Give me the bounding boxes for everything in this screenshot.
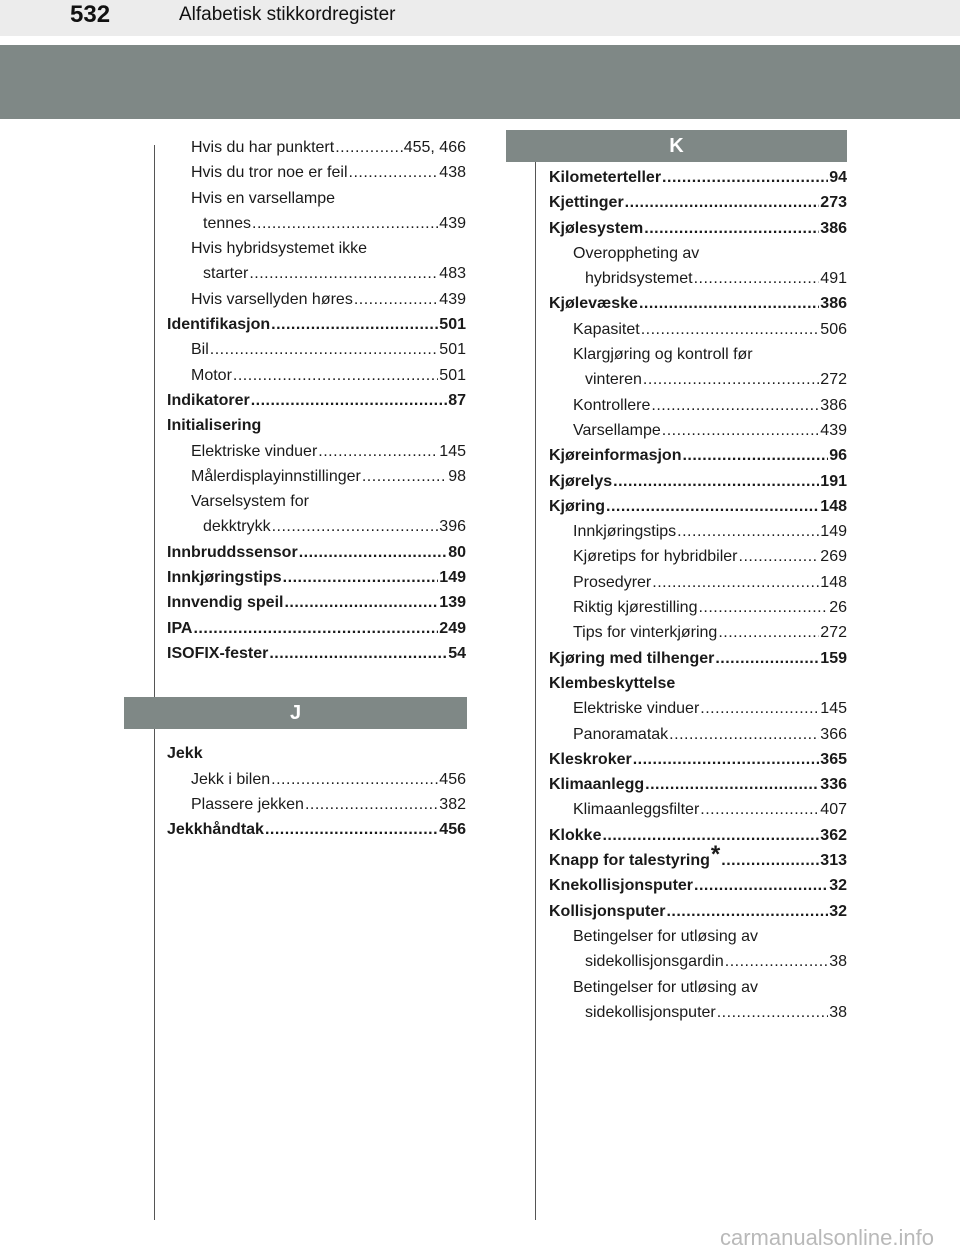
index-entry-label: Plassere jekken [191,795,304,813]
index-entry-label: Indikatorer [167,391,250,409]
index-entry-label: Knekollisjonsputer [549,877,694,895]
dot-leader [606,494,819,519]
index-entry-page: 456 [439,770,466,788]
index-entry-page: 80 [448,543,466,561]
index-entry [167,439,466,464]
index-entry-label: Kjølevæske [549,295,638,313]
index-entry-label: ISOFIX-fester [167,644,269,662]
index-list-j [167,741,466,842]
dot-leader [666,899,828,924]
dot-leader [644,216,819,241]
index-entry-label: Kleskroker [549,750,632,768]
dot-leader [271,312,438,337]
index-entry [549,443,847,468]
dot-leader [677,519,819,544]
index-entry-page: 336 [820,776,847,794]
index-entry-label: Kjørelys [549,472,613,490]
dot-leader [625,190,820,215]
index-entry-page: 269 [820,548,847,566]
dot-leader [354,287,438,312]
dot-leader [362,464,447,489]
index-entry-label: sidekollisjonsputer [585,1003,716,1021]
index-entry [167,211,466,236]
index-list-k [549,165,847,1025]
index-entry-label: vinteren [585,371,642,389]
index-entry-label: Klokke [549,826,602,844]
index-entry [549,873,847,898]
index-entry-label: starter [203,265,249,283]
index-entry-label: Hvis du har punktert [191,139,335,156]
index-entry-label: Hvis hybridsystemet ikke [191,240,368,258]
index-entry-label: Kjøring [549,497,605,515]
index-entry-label: Kilometerteller [549,169,662,186]
index-entry [167,135,466,160]
index-entry [549,317,847,342]
index-entry-page: 455, 466 [403,139,466,156]
index-entry-page: 362 [820,826,847,844]
index-entry-page: 249 [439,619,466,637]
dot-leader [193,616,438,641]
dot-leader [269,641,447,666]
index-entry [167,540,466,565]
watermark: carmanualsonline.info [719,1225,934,1250]
footnote-star: * [710,841,721,869]
dot-leader [739,544,820,569]
page-header [0,0,960,36]
index-entry-page: 38 [829,953,847,971]
index-entry-label: Initialisering [167,417,262,435]
dot-leader [721,848,819,873]
index-entry [549,1000,847,1025]
dot-leader [694,266,820,291]
index-entry-page: 366 [820,725,847,743]
index-entry-page: 149 [439,569,466,587]
index-entry-label: Kjettinger [549,194,624,212]
index-entry-label: Tips for vinterkjøring [573,624,718,642]
index-entry-label: Klimaanlegg [549,776,645,794]
index-entry-label: Motor [191,366,232,384]
dot-leader [265,817,438,842]
index-entry-label: tennes [203,214,252,232]
dot-leader [669,722,819,747]
index-entry [167,261,466,286]
index-entry-page: 273 [820,194,847,212]
index-entry [549,216,847,241]
index-entry-label: Elektriske vinduer [191,442,318,460]
right-column-rule [535,145,536,1220]
index-entry-label: Innkjøringstips [167,569,282,587]
index-entry-page: 139 [439,594,466,612]
dot-leader [717,1000,828,1025]
dot-leader [210,337,439,362]
dot-leader [662,165,828,190]
index-entry-label: hybridsystemet [585,270,693,288]
index-entry [167,413,466,438]
index-entry [549,342,847,367]
index-entry-label: Varsellampe [573,421,661,439]
index-entry-page: 272 [820,371,847,389]
index-entry [167,817,466,842]
dot-leader [700,696,819,721]
index-entry-page: 272 [820,624,847,642]
index-entry [167,741,466,766]
index-entry [549,924,847,949]
index-entry [167,363,466,388]
dot-leader [233,363,438,388]
index-entry-page: 382 [439,795,466,813]
index-entry [167,514,466,539]
index-entry [549,544,847,569]
page-number: 532 [70,1,111,28]
index-entry-label: Målerdisplayinnstillinger [191,467,361,485]
index-entry-page: 32 [829,902,847,920]
index-entry-label: Overoppheting av [573,244,700,262]
index-entry-page: 98 [448,467,466,485]
index-entry [549,519,847,544]
index-entry-label: Knapp for talestyring* [549,841,721,870]
index-entry [549,899,847,924]
index-entry [167,337,466,362]
dot-leader [335,135,403,160]
right-index-column [549,130,847,1025]
index-entry-label: Elektriske vinduer [573,700,700,718]
header-banner [0,45,960,119]
index-entry [167,565,466,590]
index-entry-page: 148 [820,573,847,591]
dot-leader [641,317,820,342]
index-entry-label: Jekkhåndtak [167,821,264,839]
index-entry-label: IPA [167,619,193,637]
index-entry [167,792,466,817]
index-entry [549,494,847,519]
index-entry-label: Prosedyrer [573,573,652,591]
index-entry-label: Kjøreinformasjon [549,447,682,465]
index-entry-label: Innvendig speil [167,594,284,612]
index-entry [549,696,847,721]
dot-leader [700,797,819,822]
index-entry-label: Kjølesystem [549,219,644,237]
index-entry [549,595,847,620]
index-entry-page: 456 [439,821,466,839]
dot-leader [694,873,828,898]
index-entry-page: 313 [820,852,847,870]
index-entry [167,767,466,792]
index-entry [167,160,466,185]
dot-leader [613,469,819,494]
index-entry [549,469,847,494]
page-section-title: Alfabetisk stikkordregister [179,4,396,25]
index-entry [167,489,466,514]
index-entry-label: Hvis en varsellampe [191,189,336,207]
index-entry-page: 365 [820,750,847,768]
dot-leader [271,767,438,792]
index-entry [549,722,847,747]
index-entry-label: Identifikasjon [167,316,271,334]
index-entry [167,287,466,312]
index-entry-label: Kjøring med tilhenger [549,649,715,667]
index-entry-page: 501 [439,316,466,334]
index-entry-page: 145 [439,442,466,460]
index-entry-page: 438 [439,164,466,182]
index-entry [167,388,466,413]
index-entry-page: 396 [439,518,466,536]
index-entry-page: 149 [820,523,847,541]
dot-leader [633,747,820,772]
index-entry [549,291,847,316]
index-entry [549,570,847,595]
index-entry-label: Hvis varsellyden høres [191,290,353,308]
index-entry [549,975,847,1000]
index-entry-page: 96 [829,447,847,465]
index-entry [167,312,466,337]
index-entry [167,186,466,211]
dot-leader [252,211,438,236]
left-index-column [167,135,466,842]
dot-leader [725,949,828,974]
index-entry-page: 501 [439,341,466,359]
index-entry-label: Kjøretips for hybridbiler [573,548,738,566]
index-entry-page: 159 [820,649,847,667]
index-entry-page: 439 [439,290,466,308]
index-entry [549,620,847,645]
index-entry-page: 501 [439,366,466,384]
dot-leader [662,418,820,443]
index-entry [549,797,847,822]
dot-leader [715,646,819,671]
index-entry [549,772,847,797]
dot-leader [718,620,819,645]
index-entry-page: 483 [439,265,466,283]
dot-leader [682,443,828,468]
left-column-rule [154,145,155,1220]
index-entry-label: Klimaanleggsfilter [573,801,700,819]
index-entry-label: Kontrollere [573,396,651,414]
dot-leader [318,439,438,464]
index-entry-label: Kapasitet [573,320,640,338]
index-entry-label: Klembeskyttelse [549,674,676,692]
index-entry-label: Jekk [167,745,203,763]
index-entry-label: Klargjøring og kontroll før [573,346,753,364]
index-entry-page: 54 [448,644,466,662]
index-entry-page: 32 [829,877,847,895]
index-entry-page: 386 [820,295,847,313]
index-entry-page: 145 [820,700,847,718]
index-entry-label: Bil [191,341,209,359]
index-entry-label: Kollisjonsputer [549,902,666,920]
index-entry [549,671,847,696]
section-header-j: J [124,697,467,729]
index-entry [549,165,847,190]
index-entry-page: 407 [820,801,847,819]
index-entry-page: 439 [820,421,847,439]
dot-leader [249,261,438,286]
index-entry [549,241,847,266]
index-entry [167,590,466,615]
index-entry-label: Betingelser for utløsing av [573,978,758,996]
index-entry [549,393,847,418]
index-entry [549,646,847,671]
index-entry-page: 439 [439,214,466,232]
index-entry-page: 386 [820,396,847,414]
index-entry-page: 506 [820,320,847,338]
dot-leader [305,792,438,817]
dot-leader [272,514,439,539]
index-entry [167,641,466,666]
index-entry [549,190,847,215]
index-entry-label: sidekollisjonsgardin [585,953,724,971]
index-entry-page: 491 [820,270,847,288]
index-entry [549,266,847,291]
index-entry-label: Varselsystem for [191,493,309,511]
index-entry-label: Jekk i bilen [191,770,271,788]
index-entry [167,616,466,641]
index-entry-page: 94 [829,169,847,186]
section-header-k: K [506,130,847,162]
index-entry-label: Riktig kjørestilling [573,599,698,617]
dot-leader [284,590,438,615]
index-entry-page: 148 [820,497,847,515]
index-entry [549,367,847,392]
dot-leader [645,772,819,797]
index-entry-label: Hvis du tror noe er feil [191,164,348,182]
dot-leader [652,570,819,595]
dot-leader [651,393,819,418]
index-entry-page: 26 [829,599,847,617]
index-list-i [167,135,466,666]
index-entry [549,841,847,873]
dot-leader [283,565,439,590]
index-entry-label: Panoramatak [573,725,669,743]
index-entry [549,747,847,772]
index-entry [167,464,466,489]
index-entry [167,236,466,261]
dot-leader [643,367,819,392]
dot-leader [299,540,448,565]
index-entry-page: 87 [448,391,466,409]
index-entry [549,418,847,443]
index-entry-page: 38 [829,1003,847,1021]
dot-leader [349,160,439,185]
dot-leader [251,388,448,413]
index-entry [549,949,847,974]
index-entry-page: 386 [820,219,847,237]
index-entry [549,823,847,848]
index-entry-label: Innkjøringstips [573,523,677,541]
index-entry-label: Betingelser for utløsing av [573,927,758,945]
index-entry-page: 191 [820,472,847,490]
dot-leader [698,595,828,620]
index-entry-label: dekktrykk [203,518,271,536]
index-entry-label: Innbruddssensor [167,543,298,561]
dot-leader [639,291,819,316]
